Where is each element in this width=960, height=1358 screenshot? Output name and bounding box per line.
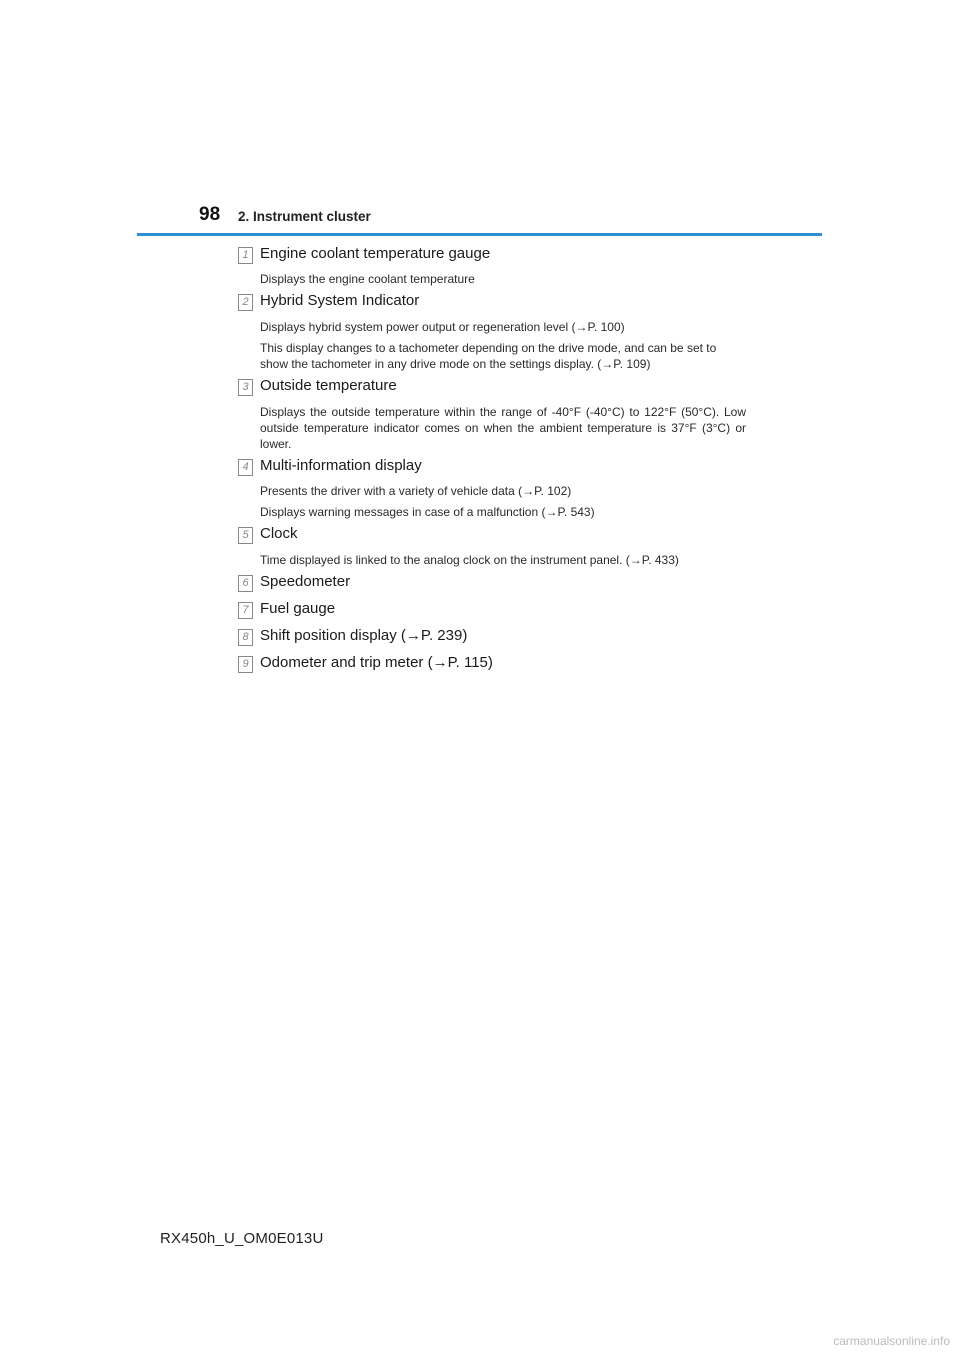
item-number-badge: 5	[238, 527, 253, 544]
watermark: carmanualsonline.info	[833, 1334, 950, 1348]
item-description: Displays the outside temperature within the range of -40°F (-40°C) to 122°F (50°C). Low outside temperature indicator comes on when the ambient temperature is 37°F (3°C) or lower.	[260, 405, 746, 451]
item-title: Speedometer	[260, 573, 351, 590]
item-title: Multi-information display	[260, 457, 422, 474]
item-number-badge: 1	[238, 247, 253, 264]
item-title: Fuel gauge	[260, 600, 336, 617]
page-header	[137, 198, 822, 238]
item-number-badge: 8	[238, 629, 253, 646]
item-number-badge: 7	[238, 602, 253, 619]
item-description: Displays warning messages in case of a malfunction (→P. 543)	[260, 505, 595, 519]
item-title: Clock	[260, 525, 298, 542]
item-number-badge: 6	[238, 575, 253, 592]
item-number-badge: 3	[238, 379, 253, 396]
item-number-badge: 9	[238, 656, 253, 673]
item-title: Hybrid System Indicator	[260, 292, 420, 309]
item-description: Displays the engine coolant temperature	[260, 272, 475, 286]
item-number-badge: 2	[238, 294, 253, 311]
item-description: Presents the driver with a variety of vehicle data (→P. 102)	[260, 484, 572, 498]
item-title: Shift position display (→P. 239)	[260, 627, 468, 644]
header-rule	[137, 233, 822, 236]
item-title: Odometer and trip meter (→P. 115)	[260, 654, 493, 671]
page-number: 98	[199, 204, 221, 225]
item-description: Time displayed is linked to the analog clock on the instrument panel. (→P. 433)	[260, 553, 679, 567]
section-title: 2. Instrument cluster	[238, 209, 371, 224]
item-description: Displays hybrid system power output or regeneration level (→P. 100)	[260, 320, 625, 334]
item-title: Outside temperature	[260, 377, 397, 394]
item-number-badge: 4	[238, 459, 253, 476]
manual-code: RX450h_U_OM0E013U	[160, 1230, 324, 1247]
item-title: Engine coolant temperature gauge	[260, 245, 491, 262]
item-description: This display changes to a tachometer depending on the drive mode, and can be set to show the tachometer in any drive mode on the settings display. (→P. 109)	[260, 341, 717, 371]
